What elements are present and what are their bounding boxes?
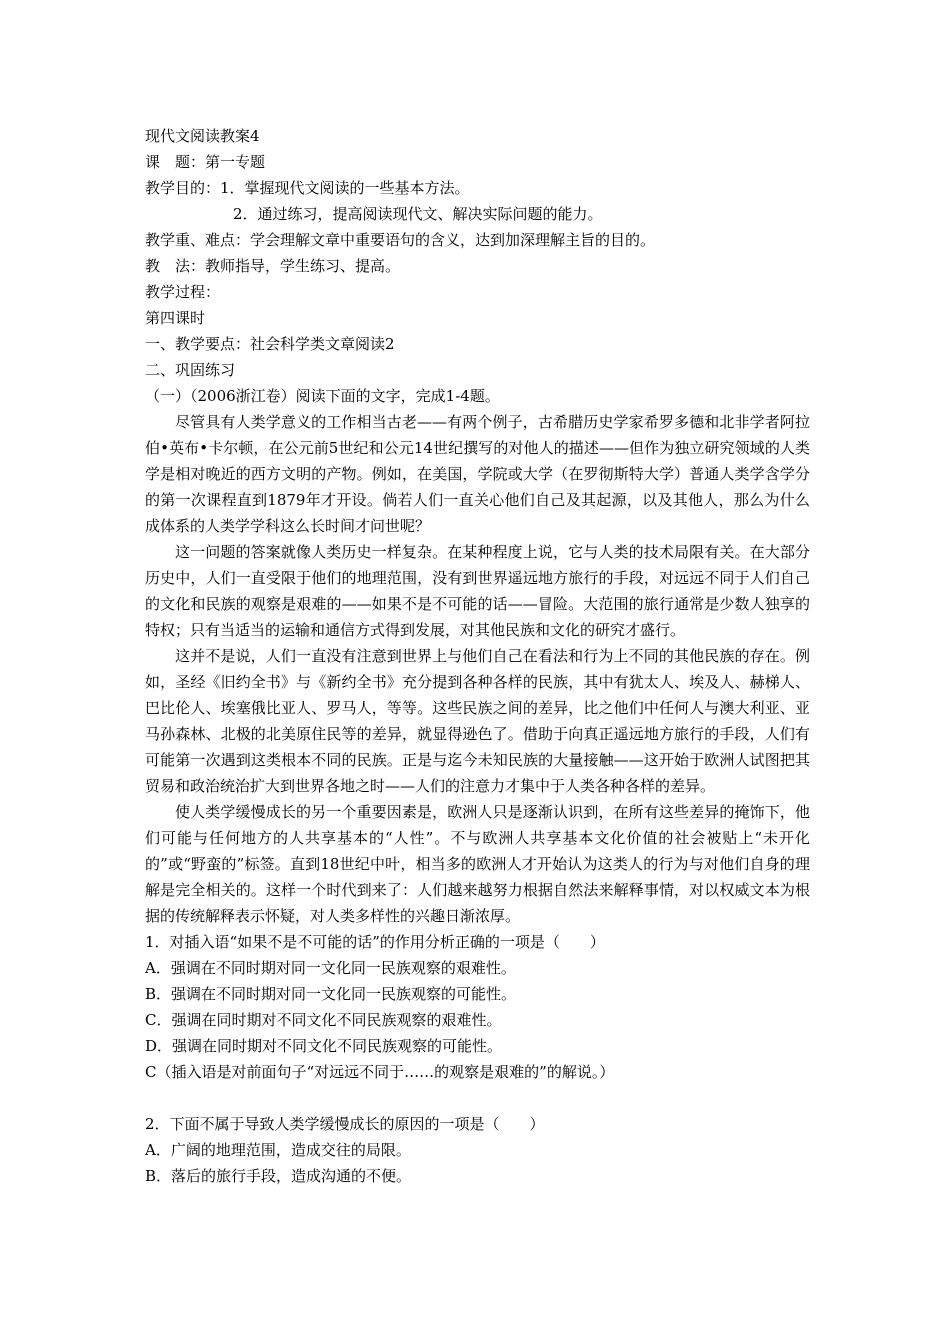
question-1-option-b: B．强调在不同时期对同一文化同一民族观察的可能性。 — [145, 985, 517, 1003]
objective-line-1: 教学目的：1．掌握现代文阅读的一些基本方法。 — [145, 179, 470, 197]
section-heading-2: 二、巩固练习 — [145, 361, 236, 379]
document-title: 现代文阅读教案4 — [145, 127, 260, 145]
exercise-intro: （一）（2006浙江卷）阅读下面的文字，完成1-4题。 — [145, 387, 500, 405]
objective-line-2: 2．通过练习，提高阅读现代文、解决实际问题的能力。 — [233, 205, 603, 223]
topic-line: 课 题：第一专题 — [145, 153, 266, 171]
question-1-answer: C（插入语是对前面句子“对远远不同于……的观察是艰难的”的解说。） — [145, 1063, 615, 1081]
passage-paragraph-4: 使人类学缓慢成长的另一个重要因素是，欧洲人只是逐渐认识到，在所有这些差异的掩饰下，他们可能与任何地方的人共享基本的“人性”。不与欧洲人共享基本文化价值的社会被贴上“未开化的”或“野蛮的”标签。直到18世纪中叶，相当多的欧洲人才开始认为这类人的行为与对他们自身的理解是完全相关的。这样一个时代到来了：人们越来越努力根据自然法来解释事情，对以权威文本为根据的传统解释表示怀疑，对人类多样性的兴趣日渐浓厚。 — [145, 803, 810, 925]
blank-line — [145, 1085, 810, 1111]
question-1-option-d: D．强调在同时期对不同文化不同民族观察的可能性。 — [145, 1037, 503, 1055]
question-1-stem: 1．对插入语“如果不是不可能的话”的作用分析正确的一项是（ ） — [145, 933, 605, 951]
question-2-option-b: B．落后的旅行手段，造成沟通的不便。 — [145, 1167, 412, 1185]
question-2-stem: 2．下面不属于导致人类学缓慢成长的原因的一项是（ ） — [145, 1115, 545, 1133]
question-2-option-a: A．广阔的地理范围，造成交往的局限。 — [145, 1141, 411, 1159]
document-body — [145, 123, 810, 1189]
method-line: 教 法：教师指导，学生练习、提高。 — [145, 257, 401, 275]
question-1-option-c: C．强调在同时期对不同文化不同民族观察的艰难性。 — [145, 1011, 502, 1029]
process-line: 教学过程： — [145, 283, 221, 301]
keypoints-line: 教学重、难点：学会理解文章中重要语句的含义，达到加深理解主旨的目的。 — [145, 231, 656, 249]
section-heading-1: 一、教学要点：社会科学类文章阅读2 — [145, 335, 395, 353]
question-1-option-a: A．强调在不同时期对同一文化同一民族观察的艰难性。 — [145, 959, 516, 977]
passage-paragraph-3: 这并不是说，人们一直没有注意到世界上与他们自己在看法和行为上不同的其他民族的存在。例如，圣经《旧约全书》与《新约全书》充分提到各种各样的民族，其中有犹太人、埃及人、赫梯人、巴比伦人、埃塞俄比亚人、罗马人，等等。这些民族之间的差异，比之他们中任何人与澳大利亚、亚马孙森林、北极的北美原住民等的差异，就显得逊色了。借助于向真正遥远地方旅行的手段，人们有可能第一次遇到这类根本不同的民族。正是与迄今未知民族的大量接触——这开始于欧洲人试图把其贸易和政治统治扩大到世界各地之时——人们的注意力才集中于人类各种各样的差异。 — [145, 647, 810, 795]
lesson-heading: 第四课时 — [145, 309, 206, 327]
passage-paragraph-1: 尽管具有人类学意义的工作相当古老——有两个例子，古希腊历史学家希罗多德和北非学者阿拉伯•英布•卡尔顿，在公元前5世纪和公元14世纪撰写的对他人的描述——但作为独立研究领域的人类学是相对晚近的西方文明的产物。例如，在美国，学院或大学（在罗彻斯特大学）普通人类学含学分的第一次课程直到1879年才开设。倘若人们一直关心他们自己及其起源，以及其他人，那么为什么成体系的人类学学科这么长时间才问世呢？ — [145, 413, 810, 535]
passage-paragraph-2: 这一问题的答案就像人类历史一样复杂。在某种程度上说，它与人类的技术局限有关。在大部分历史中，人们一直受限于他们的地理范围，没有到世界遥远地方旅行的手段，对远远不同于人们自己的文化和民族的观察是艰难的——如果不是不可能的话——冒险。大范围的旅行通常是少数人独享的特权；只有当适当的运输和通信方式得到发展，对其他民族和文化的研究才盛行。 — [145, 543, 810, 639]
